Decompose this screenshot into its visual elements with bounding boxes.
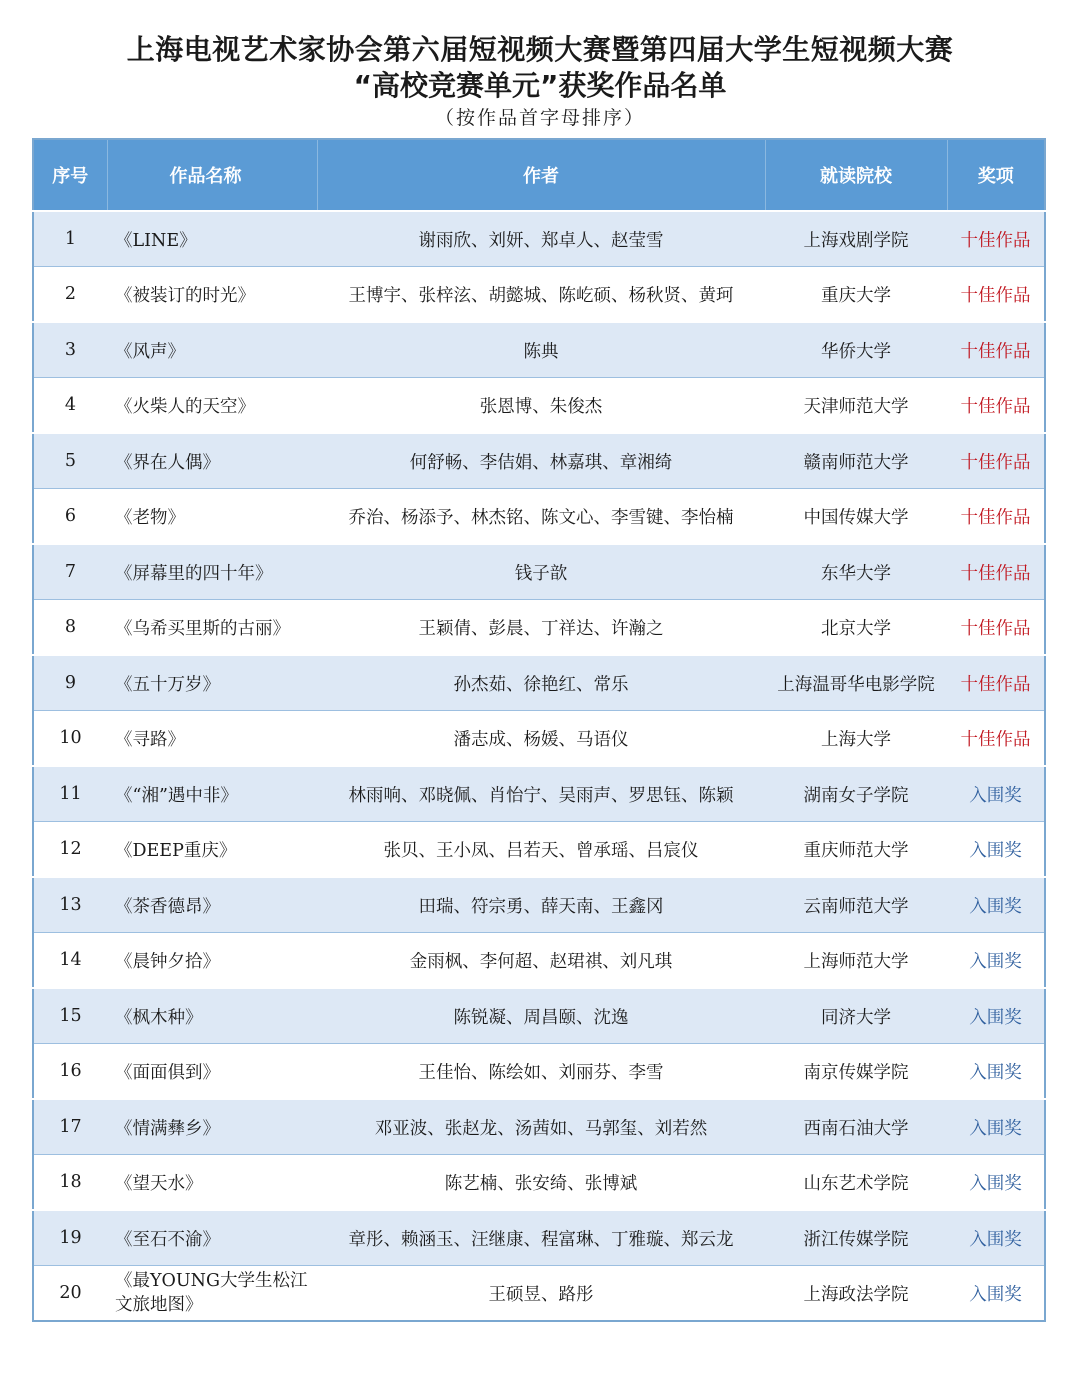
- cell-title: 《面面俱到》: [107, 1044, 317, 1100]
- table-row: [33, 489, 1045, 545]
- cell-number: 7: [33, 544, 107, 600]
- cell-authors: 章彤、赖涵玉、汪继康、程富琳、丁雅璇、郑云龙: [317, 1210, 765, 1266]
- cell-award: 十佳作品: [947, 600, 1045, 656]
- table-row: [33, 877, 1045, 933]
- column-header-number: 序号: [33, 139, 107, 211]
- cell-title: 《寻路》: [107, 711, 317, 767]
- cell-award: 十佳作品: [947, 211, 1045, 267]
- cell-school: 上海戏剧学院: [765, 211, 947, 267]
- cell-school: 上海师范大学: [765, 933, 947, 989]
- cell-authors: 王博宇、张梓泫、胡懿城、陈屹硕、杨秋贤、黄珂: [317, 267, 765, 323]
- cell-school: 北京大学: [765, 600, 947, 656]
- cell-school: 天津师范大学: [765, 378, 947, 434]
- cell-school: 云南师范大学: [765, 877, 947, 933]
- cell-number: 2: [33, 267, 107, 323]
- cell-school: 上海温哥华电影学院: [765, 655, 947, 711]
- cell-school: 山东艺术学院: [765, 1155, 947, 1211]
- cell-title: 《界在人偶》: [107, 433, 317, 489]
- cell-school: 重庆大学: [765, 267, 947, 323]
- document-subtitle: （按作品首字母排序）: [434, 107, 645, 129]
- cell-title: 《枫木种》: [107, 988, 317, 1044]
- awards-table: [32, 138, 1046, 1322]
- cell-school: 重庆师范大学: [765, 822, 947, 878]
- cell-authors: 王佳怡、陈绘如、刘丽芬、李雪: [317, 1044, 765, 1100]
- cell-number: 16: [33, 1044, 107, 1100]
- table-header: [33, 139, 1045, 211]
- cell-award: 入围奖: [947, 1266, 1045, 1322]
- cell-school: 东华大学: [765, 544, 947, 600]
- cell-number: 6: [33, 489, 107, 545]
- cell-number: 20: [33, 1266, 107, 1322]
- cell-number: 5: [33, 433, 107, 489]
- cell-authors: 潘志成、杨媛、马语仪: [317, 711, 765, 767]
- table-row: [33, 822, 1045, 878]
- cell-award: 入围奖: [947, 1210, 1045, 1266]
- cell-number: 14: [33, 933, 107, 989]
- table-row: [33, 433, 1045, 489]
- cell-authors: 谢雨欣、刘妍、郑卓人、赵莹雪: [317, 211, 765, 267]
- cell-authors: 钱子歆: [317, 544, 765, 600]
- cell-school: 浙江传媒学院: [765, 1210, 947, 1266]
- table-row: [33, 267, 1045, 323]
- cell-title: 《DEEP重庆》: [107, 822, 317, 878]
- cell-title: 《五十万岁》: [107, 655, 317, 711]
- cell-award: 十佳作品: [947, 544, 1045, 600]
- cell-title: 《情满彝乡》: [107, 1099, 317, 1155]
- cell-award: 入围奖: [947, 988, 1045, 1044]
- table-row: [33, 600, 1045, 656]
- cell-title: 《被装订的时光》: [107, 267, 317, 323]
- cell-authors: 陈锐凝、周昌颐、沈逸: [317, 988, 765, 1044]
- cell-title: 《晨钟夕拾》: [107, 933, 317, 989]
- cell-authors: 张贝、王小凤、吕若天、曾承瑶、吕宸仪: [317, 822, 765, 878]
- cell-school: 上海大学: [765, 711, 947, 767]
- cell-authors: 乔治、杨添予、林杰铭、陈文心、李雪键、李怡楠: [317, 489, 765, 545]
- cell-number: 19: [33, 1210, 107, 1266]
- table-row: [33, 711, 1045, 767]
- cell-award: 入围奖: [947, 822, 1045, 878]
- cell-number: 11: [33, 766, 107, 822]
- cell-award: 十佳作品: [947, 267, 1045, 323]
- cell-authors: 田瑞、符宗勇、薛天南、王鑫冈: [317, 877, 765, 933]
- cell-authors: 林雨响、邓晓佩、肖怡宁、吴雨声、罗思钰、陈颖: [317, 766, 765, 822]
- cell-number: 17: [33, 1099, 107, 1155]
- cell-authors: 陈艺楠、张安绮、张博斌: [317, 1155, 765, 1211]
- cell-school: 同济大学: [765, 988, 947, 1044]
- cell-number: 9: [33, 655, 107, 711]
- table-row: [33, 1266, 1045, 1322]
- cell-authors: 王颖倩、彭晨、丁祥达、许瀚之: [317, 600, 765, 656]
- column-header-authors: 作者: [317, 139, 765, 211]
- document-title-line2: “高校竞赛单元”获奖作品名单: [353, 69, 727, 102]
- cell-award: 十佳作品: [947, 489, 1045, 545]
- cell-school: 中国传媒大学: [765, 489, 947, 545]
- cell-award: 入围奖: [947, 1155, 1045, 1211]
- cell-award: 十佳作品: [947, 711, 1045, 767]
- column-header-school: 就读院校: [765, 139, 947, 211]
- cell-title: 《最YOUNG大学生松江文旅地图》: [107, 1266, 317, 1322]
- table-row: [33, 322, 1045, 378]
- table-row: [33, 1044, 1045, 1100]
- cell-school: 南京传媒学院: [765, 1044, 947, 1100]
- cell-number: 10: [33, 711, 107, 767]
- cell-number: 8: [33, 600, 107, 656]
- table-row: [33, 655, 1045, 711]
- cell-authors: 金雨枫、李何超、赵珺祺、刘凡琪: [317, 933, 765, 989]
- cell-school: 上海政法学院: [765, 1266, 947, 1322]
- cell-award: 入围奖: [947, 1044, 1045, 1100]
- table-row: [33, 1155, 1045, 1211]
- column-header-title: 作品名称: [107, 139, 317, 211]
- cell-number: 4: [33, 378, 107, 434]
- cell-number: 18: [33, 1155, 107, 1211]
- table-row: [33, 766, 1045, 822]
- cell-number: 12: [33, 822, 107, 878]
- cell-award: 入围奖: [947, 933, 1045, 989]
- cell-authors: 王硕昱、路彤: [317, 1266, 765, 1322]
- cell-award: 十佳作品: [947, 655, 1045, 711]
- cell-title: 《“湘”遇中非》: [107, 766, 317, 822]
- table-row: [33, 378, 1045, 434]
- cell-award: 十佳作品: [947, 378, 1045, 434]
- cell-number: 13: [33, 877, 107, 933]
- cell-title: 《望天水》: [107, 1155, 317, 1211]
- cell-school: 湖南女子学院: [765, 766, 947, 822]
- cell-number: 1: [33, 211, 107, 267]
- cell-school: 赣南师范大学: [765, 433, 947, 489]
- cell-award: 入围奖: [947, 1099, 1045, 1155]
- cell-award: 十佳作品: [947, 433, 1045, 489]
- cell-award: 入围奖: [947, 766, 1045, 822]
- table-row: [33, 211, 1045, 267]
- cell-authors: 张恩博、朱俊杰: [317, 378, 765, 434]
- table-row: [33, 933, 1045, 989]
- cell-title: 《茶香德昂》: [107, 877, 317, 933]
- table-row: [33, 988, 1045, 1044]
- document-title: 上海电视艺术家协会第六届短视频大赛暨第四届大学生短视频大赛: [126, 33, 954, 66]
- cell-school: 西南石油大学: [765, 1099, 947, 1155]
- table-body: [33, 211, 1045, 1321]
- cell-authors: 邓亚波、张赵龙、汤茜如、马郭玺、刘若然: [317, 1099, 765, 1155]
- table-row: [33, 544, 1045, 600]
- cell-title: 《老物》: [107, 489, 317, 545]
- column-header-award: 奖项: [947, 139, 1045, 211]
- cell-award: 十佳作品: [947, 322, 1045, 378]
- cell-authors: 何舒畅、李佶娟、林嘉琪、章湘绮: [317, 433, 765, 489]
- cell-title: 《火柴人的天空》: [107, 378, 317, 434]
- cell-authors: 陈典: [317, 322, 765, 378]
- cell-title: 《风声》: [107, 322, 317, 378]
- table-header-row: [33, 139, 1045, 211]
- table-row: [33, 1210, 1045, 1266]
- cell-number: 15: [33, 988, 107, 1044]
- table-row: [33, 1099, 1045, 1155]
- cell-authors: 孙杰茹、徐艳红、常乐: [317, 655, 765, 711]
- cell-title: 《至石不渝》: [107, 1210, 317, 1266]
- cell-title: 《LINE》: [107, 211, 317, 267]
- cell-school: 华侨大学: [765, 322, 947, 378]
- cell-number: 3: [33, 322, 107, 378]
- cell-award: 入围奖: [947, 877, 1045, 933]
- cell-title: 《屏幕里的四十年》: [107, 544, 317, 600]
- cell-title: 《乌希买里斯的古丽》: [107, 600, 317, 656]
